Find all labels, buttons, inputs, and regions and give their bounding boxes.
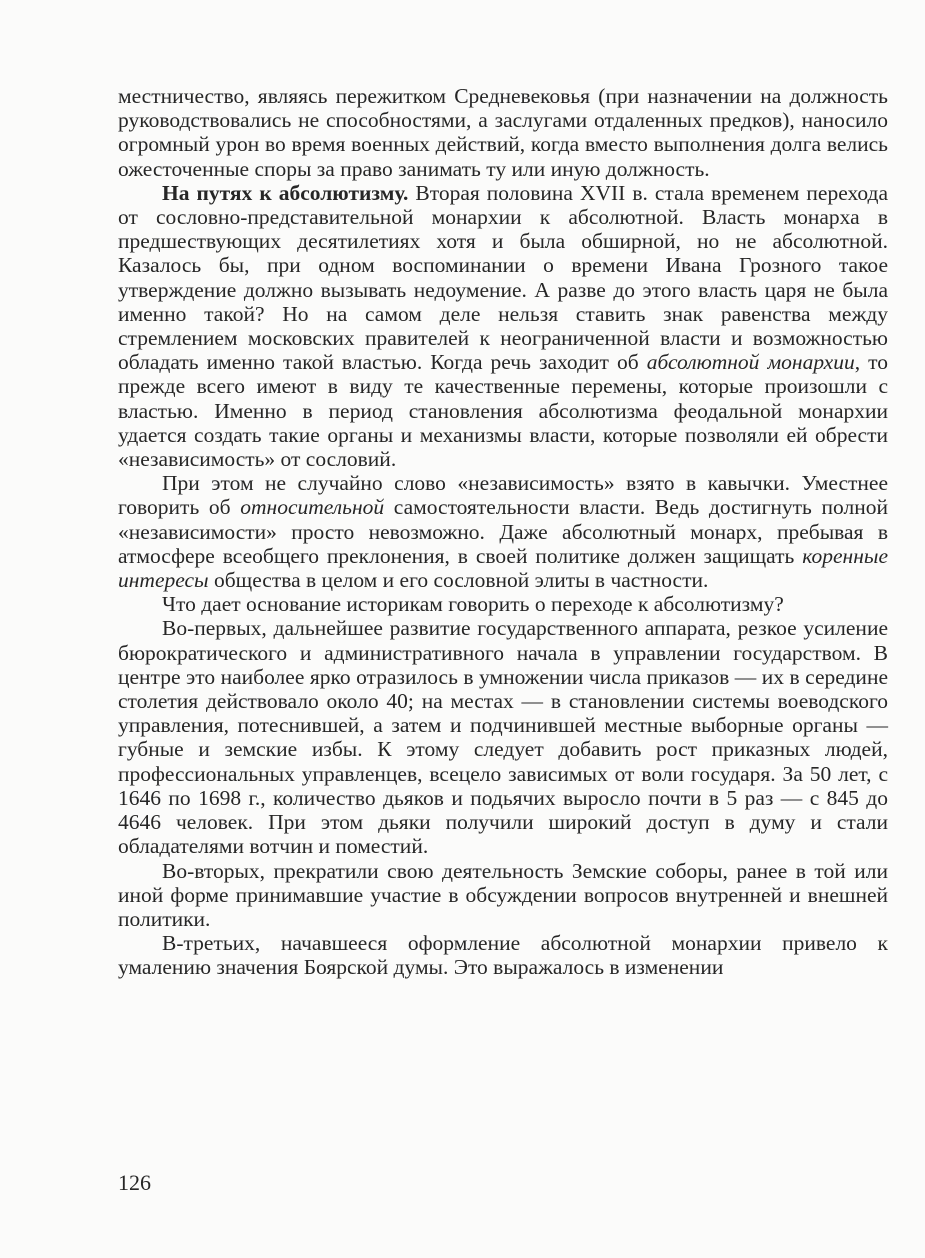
paragraph-2 [118,181,888,471]
page-text [118,84,888,980]
paragraph-6: Во-вторых, прекратили свою деятельность Земские соборы, ранее в той или иной форме принимавшие участие в обсуждении вопросов внутренней и внешней политики. [118,858,888,931]
emphasis-term: абсолютной монархии [646,350,855,375]
paragraph-1: местничество, являясь пережитком Средневековья (при назначении на должность руководствовались не способностями, а заслугами отдаленных предков), наносило огромный урон во время военных действий, когда вместо выполнения долга велись ожесточенные споры за право занимать ту или иную должность. [118,84,888,181]
paragraph-3 [118,471,888,592]
emphasis-term: коренные интересы [118,543,888,593]
paragraph-3-text-b: самостоятельности власти. Ведь достигнуть полной «независимости» просто невозможно. Даже абсолютный монарх, пребывая в атмосфере всеобщего преклонения, в своей политике должен защищать [118,495,888,568]
page-number: 126 [118,1170,151,1195]
paragraph-2-text-a: Вторая половина XVII в. стала временем перехода от сословно-представительной монархии к абсолютной. Власть монарха в предшествующих десятилетиях хотя и была обширной, но не абсолютной. Казалось бы, при одном воспоминании о времени Ивана Грозного такое утверждение должно вызывать недоумение. А разве до этого власть царя не была именно такой? Но на самом деле нельзя ставить знак равенства между стремлением московских правителей к неограниченной власти и возможностью обладать именно такой властью. Когда речь заходит об [118,180,888,375]
paragraph-5: Во-первых, дальнейшее развитие государственного аппарата, резкое усиление бюрократического и административного начала в управлении государством. В центре это наиболее ярко отразилось в умножении числа приказов — их в середине столетия действовало около 40; на местах — в становлении системы воеводского управления, потеснившей, а затем и подчинившей местные выборные органы — губные и земские избы. К этому следует добавить рост приказных людей, профессиональных управленцев, всецело зависимых от воли государя. За 50 лет, с 1646 по 1698 г., количество дьяков и подьячих выросло почти в 5 раз — с 845 до 4646 человек. При этом дьяки получили широкий доступ в думу и стали обладателями вотчин и поместий. [118,616,888,859]
paragraph-7: В-третьих, начавшееся оформление абсолютной монархии привело к умалению значения Боярской думы. Это выражалось в изменении [118,931,888,980]
paragraph-3-text-a: При этом не случайно слово «независимость» взято в кавычки. Уместнее говорить об [118,471,888,520]
paragraph-2-text-b: , то прежде всего имеют в виду те качественные перемены, которые произошли с властью. Именно в период становления абсолютизма феодальной монархии удается создать такие органы и механизмы власти, которые позволяли ей обрести «независимость» от сословий. [118,350,888,472]
section-heading: На путях к абсолютизму. [162,180,409,205]
paragraph-3-text-c: общества в целом и его сословной элиты в частности. [208,568,709,593]
emphasis-term: относительной [240,495,385,520]
paragraph-4: Что дает основание историкам говорить о переходе к абсолютизму? [162,592,784,617]
